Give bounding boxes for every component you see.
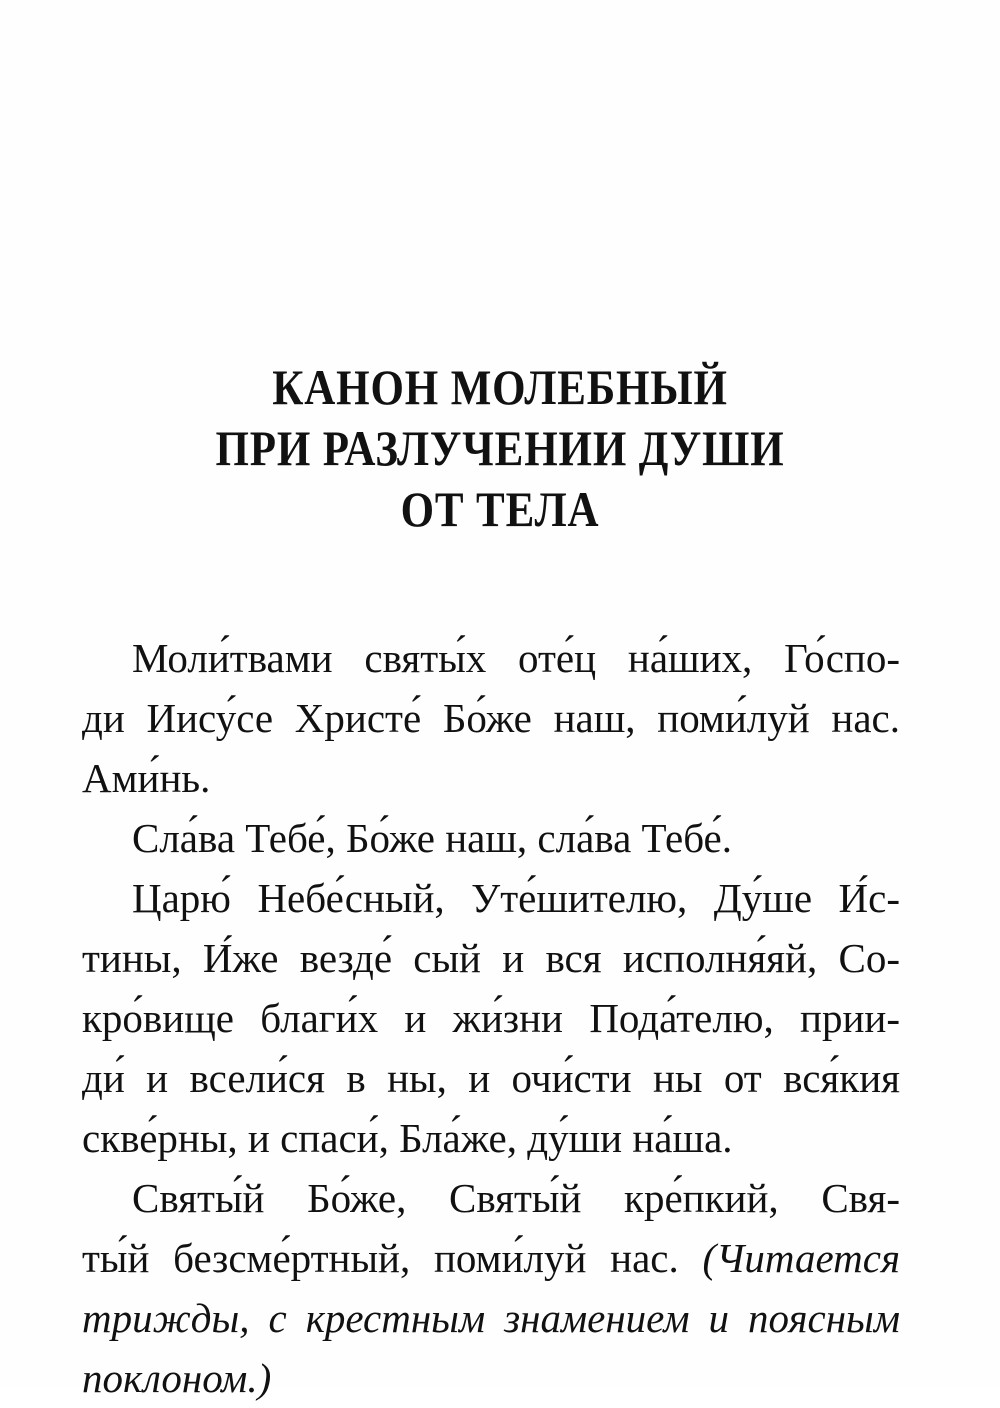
text-line: скве́рны, и спаси́, Бла́же, ду́ши на́ша. (82, 1115, 733, 1161)
text-line: Ами́нь. (82, 755, 211, 801)
text-line: ди Иису́се Христе́ Бо́же наш, поми́луй нас. (82, 695, 900, 741)
rubric-line: поклоном.) (82, 1355, 272, 1401)
rubric-text: (Читается (702, 1235, 901, 1281)
title-line-3: ОТ ТЕЛА (400, 481, 600, 537)
text-segment: ты́й безсме́ртный, поми́луй нас. (82, 1235, 679, 1281)
page-title (70, 357, 930, 540)
text-line: Царю́ Небе́сный, Уте́шителю, Ду́ше И́с- (132, 875, 900, 921)
prayer-text (82, 628, 900, 1408)
rubric-line: трижды, с крестным знамением и поясным (82, 1295, 900, 1341)
text-line-mixed (82, 1228, 900, 1288)
text-line: ди́ и всели́ся в ны, и очи́сти ны от вся́кия (82, 1055, 900, 1101)
title-line-1: КАНОН МОЛЕБНЫЙ (272, 359, 728, 415)
text-line: Сла́ва Тебе́, Бо́же наш, сла́ва Тебе́. (132, 815, 733, 861)
text-line: тины, И́же везде́ сый и вся исполня́яй, Со- (82, 935, 900, 981)
text-line: Святы́й Бо́же, Святы́й кре́пкий, Свя- (132, 1175, 900, 1221)
title-line-2: ПРИ РАЗЛУЧЕНИИ ДУШИ (215, 420, 785, 476)
text-line: Моли́твами святы́х оте́ц на́ших, Го́спо- (132, 635, 900, 681)
text-line: кро́вище благи́х и жи́зни Пода́телю, прии- (82, 995, 900, 1041)
